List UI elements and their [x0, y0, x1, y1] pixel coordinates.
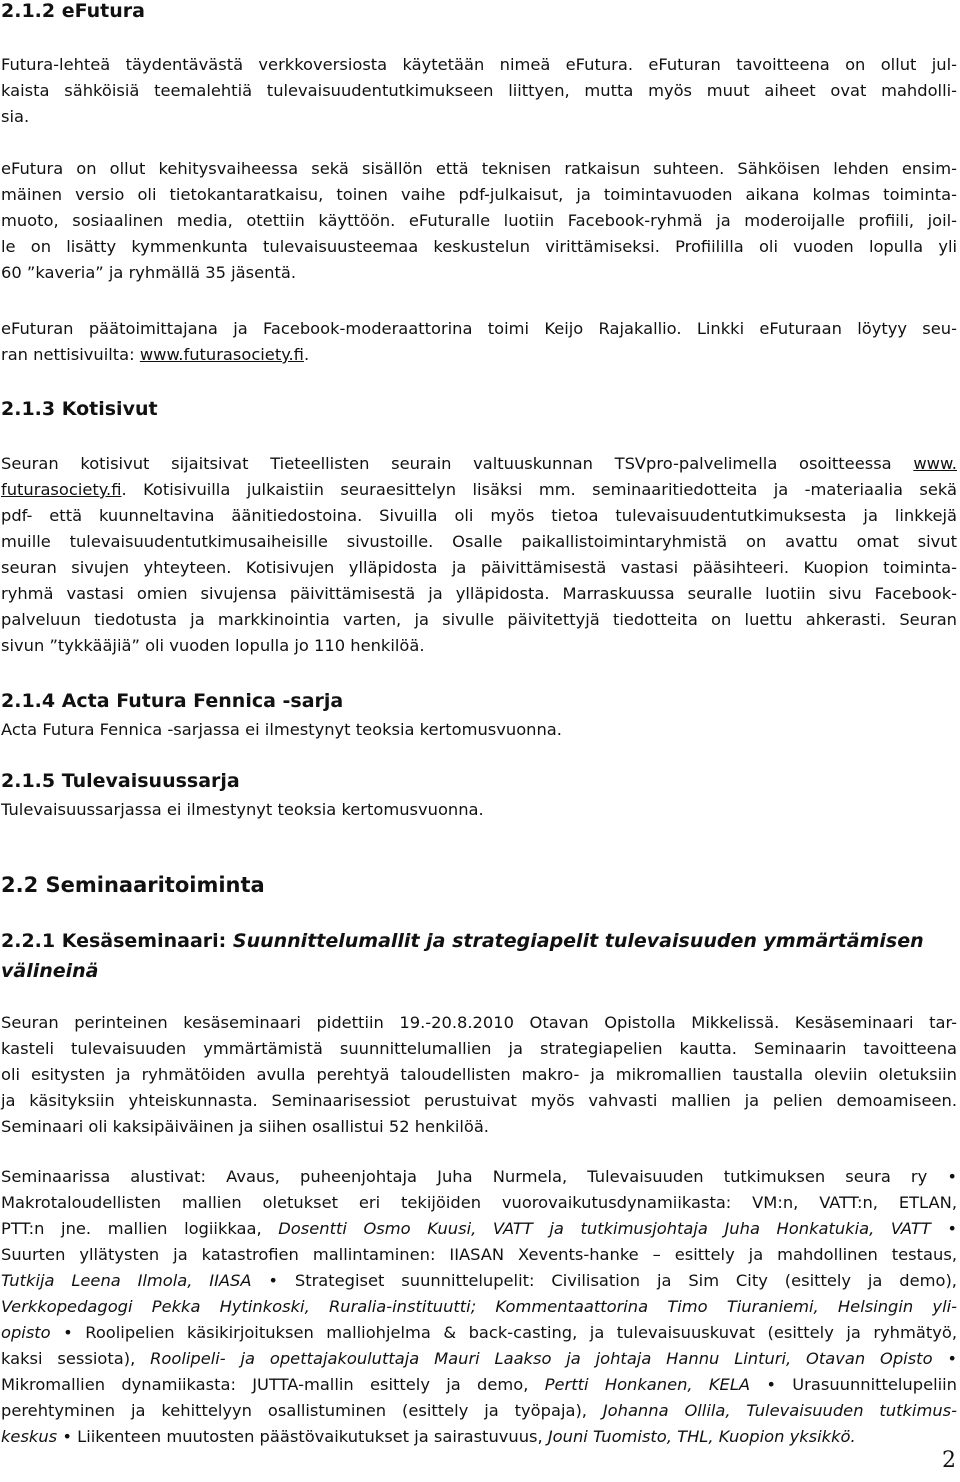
paragraph-efutura-editor: [1, 316, 957, 368]
heading-italic-part: välineinä: [1, 960, 99, 982]
text-line: kaista sähköisiä teemalehtiä tulevaisuudentutkimukseen liittyen, mutta myös muut aiheet ovat mahdolli-: [1, 81, 957, 100]
speaker-names: Verkkopedagogi Pekka Hytinkoski, Ruralia-instituutti; Kommentaattorina Timo Tiuraniemi, Helsingin yli-: [1, 1297, 957, 1316]
paragraph-tulevaisuussarja: [1, 797, 957, 823]
text-line: Suurten yllätysten ja katastrofien mallintaminen: IIASAN Xevents-hanke – esittely ja mahdollinen testaus,: [1, 1245, 957, 1264]
website-link-part2[interactable]: futurasociety.fi: [1, 480, 122, 499]
heading-plain-part: 2.2.1 Kesäseminaari:: [1, 930, 233, 952]
paragraph-kotisivut: [1, 451, 957, 659]
speaker-names: keskus: [1, 1427, 58, 1446]
text-line: [1, 342, 957, 368]
text-segment: Mikromallien dynamiikasta: JUTTA-mallin esittely ja demo,: [1, 1375, 545, 1394]
text-line: eFuturan päätoimittajana ja Facebook-moderaattorina toimi Keijo Rajakallio. Linkki eFuturaan löytyy seu-: [1, 319, 957, 338]
text-segment: . Kotisivuilla julkaistiin seuraesittelyn lisäksi mm. seminaaritiedotteita ja -materiaalia sekä: [121, 480, 957, 499]
text-line: pdf- että kuunneltavina äänitiedostoina. Sivuilla oli myös tietoa tulevaisuudentutkimuksesta ja linkkejä: [1, 506, 957, 525]
text-line: ryhmä vastasi omien sivujensa päivittämisestä ja ylläpidosta. Marraskuussa seuralle luotiin sivu Facebook-: [1, 584, 957, 603]
futurasociety-link[interactable]: www.futurasociety.fi: [139, 345, 304, 364]
paragraph-acta-futura: [1, 717, 957, 743]
text-line: Makrotaloudellisten mallien oletukset eri tekijöiden vuorovaikutusdynamiikasta: VM:n, VATT:n, ETLAN,: [1, 1193, 957, 1212]
text-segment: • Liikenteen muutosten päästövaikutukset ja sairastuvuus,: [57, 1427, 548, 1446]
speaker-names: opisto: [1, 1323, 51, 1342]
text-line: [1, 451, 957, 477]
text-line: oli esitysten ja ryhmätöiden avulla perehtyä taloudellisten makro- ja mikromallien taustalla oleviin oletuksiin: [1, 1065, 957, 1084]
section-heading-seminaaritoiminta: 2.2 Seminaaritoiminta: [1, 873, 265, 897]
section-heading-efutura: 2.1.2 eFutura: [1, 0, 145, 22]
text-line: kasteli tulevaisuuden ymmärtämistä suunnittelumallien ja strategiapelien kautta. Seminaarin tavoitteena: [1, 1039, 957, 1058]
text-line: [1, 1320, 957, 1346]
page-number: 2: [942, 1448, 956, 1473]
text-segment: •: [930, 1219, 958, 1238]
paragraph-kesaseminaari-summary: [1, 1010, 957, 1140]
speaker-names: Roolipeli- ja opettajakouluttaja Mauri Laakso ja johtaja Hannu Linturi, Otavan Opisto: [150, 1349, 933, 1368]
paragraph-efutura-development: [1, 156, 957, 286]
text-segment: .: [303, 345, 310, 364]
text-line: [1, 1346, 957, 1372]
speaker-names: Jouni Tuomisto, THL, Kuopion yksikkö.: [547, 1427, 856, 1446]
paragraph-seminar-speakers: [1, 1164, 957, 1450]
text-segment: PTT:n jne. mallien logiikkaa,: [1, 1219, 279, 1238]
text-line: palveluun tiedotusta ja markkinointia varten, ja sivulle päivitettyjä tiedotteita on luettu ahkerasti. Seuran: [1, 610, 957, 629]
text-line: Seuran perinteinen kesäseminaari pidettiin 19.-20.8.2010 Otavan Opistolla Mikkelissä. Kesäseminaari tar-: [1, 1013, 957, 1032]
text-line: ja käsityksiin yhteiskunnasta. Seminaarisessiot perustuivat myös vahvasti mallien ja pelien demoamiseen.: [1, 1091, 957, 1110]
text-line: Acta Futura Fennica -sarjassa ei ilmestynyt teoksia kertomusvuonna.: [1, 720, 562, 739]
section-heading-kotisivut: 2.1.3 Kotisivut: [1, 398, 158, 420]
section-heading-acta-futura: 2.1.4 Acta Futura Fennica -sarja: [1, 690, 344, 712]
website-link-part1[interactable]: www.: [913, 454, 957, 473]
text-line: [1, 1216, 957, 1242]
speaker-names: Tutkija Leena Ilmola, IIASA: [1, 1271, 252, 1290]
text-line: mäinen versio oli tietokantaratkaisu, toinen vaihe pdf-julkaisut, ja toimintavuoden aikana kolmas toiminta-: [1, 185, 957, 204]
text-segment: • Urasuunnittelupeliin: [750, 1375, 957, 1394]
paragraph-efutura-intro: [1, 52, 957, 130]
text-segment: perehtyminen ja kehittelyyn osallistuminen (esittely ja työpaja),: [1, 1401, 603, 1420]
text-line: sia.: [1, 107, 30, 126]
text-line: muille tulevaisuudentutkimusaiheisille sivustoille. Osalle paikallistoimintaryhmistä on avattu omat sivut: [1, 532, 957, 551]
speaker-names: Johanna Ollila, Tulevaisuuden tutkimus-: [602, 1401, 957, 1420]
text-line: 60 ”kaveria” ja ryhmällä 35 jäsentä.: [1, 263, 297, 282]
text-line: [1, 477, 957, 503]
section-heading-tulevaisuussarja: 2.1.5 Tulevaisuussarja: [1, 770, 240, 792]
speaker-names: Pertti Honkanen, KELA: [544, 1375, 751, 1394]
text-segment: Seuran kotisivut sijaitsivat Tieteellisten seurain valtuuskunnan TSVpro-palvelimella osoitteessa: [1, 454, 914, 473]
section-heading-kesaseminaari: [1, 926, 957, 986]
text-segment: ran nettisivuilta:: [1, 345, 140, 364]
text-line: le on lisätty kymmenkunta tulevaisuusteemaa keskustelun virittämiseksi. Profiililla oli vuoden lopulla yli: [1, 237, 957, 256]
text-line: muoto, sosiaalinen media, otettiin käyttöön. eFuturalle luotiin Facebook-ryhmä ja moderoijalle profiili, joil-: [1, 211, 957, 230]
text-line: [1, 1268, 957, 1294]
text-line: [1, 1424, 957, 1450]
text-line: [1, 1398, 957, 1424]
speaker-names: Dosentti Osmo Kuusi, VATT ja tutkimusjohtaja Juha Honkatukia, VATT: [278, 1219, 931, 1238]
heading-italic-part: Suunnittelumallit ja strategiapelit tulevaisuuden ymmärtämisen: [232, 930, 924, 952]
text-line: sivun ”tykkääjiä” oli vuoden lopulla jo 110 henkilöä.: [1, 636, 425, 655]
text-line: Seminaarissa alustivat: Avaus, puheenjohtaja Juha Nurmela, Tulevaisuuden tutkimuksen seura ry •: [1, 1167, 957, 1186]
text-segment: • Strategiset suunnittelupelit: Civilisation ja Sim City (esittely ja demo),: [251, 1271, 957, 1290]
text-line: seuran sivujen yhteyteen. Kotisivujen ylläpidosta ja päivittämisestä vastasi pääsihteeri. Kuopion toiminta-: [1, 558, 957, 577]
text-line: Seminaari oli kaksipäiväinen ja siihen osallistui 52 henkilöä.: [1, 1117, 489, 1136]
text-line: Futura-lehteä täydentävästä verkkoversiosta käytetään nimeä eFutura. eFuturan tavoitteena on ollut jul-: [1, 55, 957, 74]
text-line: [1, 1294, 957, 1320]
text-line: [1, 1372, 957, 1398]
text-line: eFutura on ollut kehitysvaiheessa sekä sisällön että teknisen ratkaisun suhteen. Sähköisen lehden ensim-: [1, 159, 957, 178]
text-segment: • Roolipelien käsikirjoituksen malliohjelma & back-casting, ja tulevaisuuskuvat (esittely ja ryhmätyö,: [50, 1323, 957, 1342]
text-line: Tulevaisuussarjassa ei ilmestynyt teoksia kertomusvuonna.: [1, 800, 484, 819]
text-segment: •: [932, 1349, 957, 1368]
text-segment: kaksi sessiota),: [1, 1349, 151, 1368]
